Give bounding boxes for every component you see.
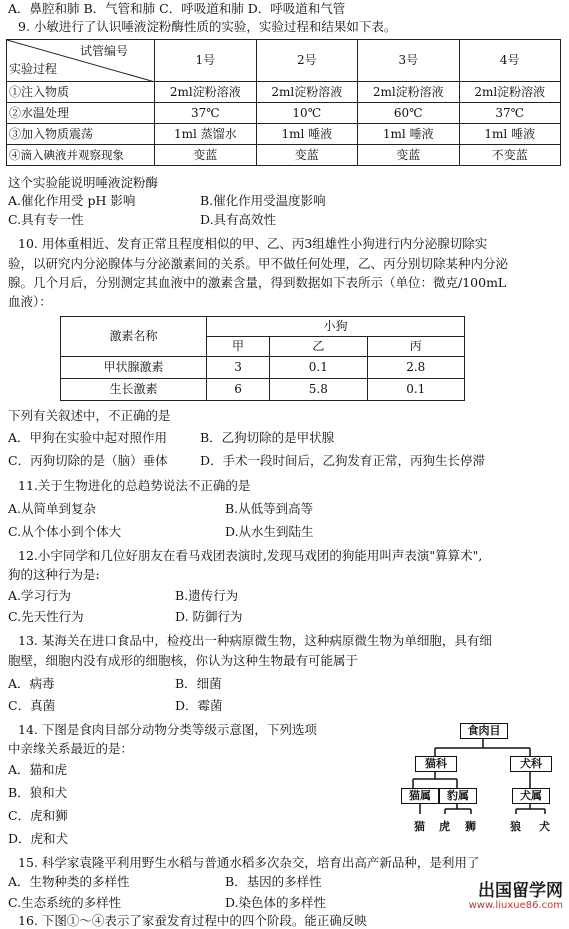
q10-cell: 0.1 xyxy=(367,379,464,401)
tree-node-felidae: 猫科 xyxy=(415,756,457,772)
q9-cell: 不变蓝 xyxy=(459,145,561,166)
q9-cell: 2ml淀粉溶液 xyxy=(459,82,561,103)
q10-option-b: B．乙狗切除的是甲状腺 xyxy=(200,430,335,445)
site-watermark xyxy=(469,882,563,911)
q14-option-b: B．狼和犬 xyxy=(8,785,68,800)
q9-table xyxy=(6,39,561,166)
q9-stem: 9. 小敏进行了认识唾液淀粉酶性质的实验，实验过程和结果如下表。 xyxy=(18,19,397,34)
q10-cell: 2.8 xyxy=(367,357,464,379)
q10-table xyxy=(60,316,465,401)
q10-dog-yi: 乙 xyxy=(270,337,367,357)
q9-cell: 2ml淀粉溶液 xyxy=(155,82,256,103)
carnivora-classification-diagram xyxy=(405,722,565,840)
q10-line-1: 10. 用体重相近、发育正常且程度相似的甲、乙、丙3组雄性小狗进行内分泌腺切除实 xyxy=(18,236,488,251)
q9-tube-2: 2号 xyxy=(256,40,357,82)
q10-row-label: 甲状腺激素 xyxy=(61,357,207,379)
q12-line-2: 狗的这种行为是: xyxy=(8,567,100,582)
q9-cell: 60℃ xyxy=(358,103,459,124)
q10-line-2: 验，以研究内分泌腺体与分泌激素间的关系。甲不做任何处理，乙、丙分别切除某种内分泌 xyxy=(8,256,509,271)
q10-row-label: 生长激素 xyxy=(61,379,207,401)
q10-option-d: D．手术一段时间后，乙狗发育正常，丙狗生长停滞 xyxy=(200,453,486,468)
q9-cell: 37℃ xyxy=(459,103,561,124)
prev-question-options: A．鼻腔和肺 B．气管和肺 C．呼吸道和肺 D．呼吸道和气管 xyxy=(8,1,346,16)
q10-cell: 5.8 xyxy=(270,379,367,401)
q15-option-d: D.染色体的多样性 xyxy=(225,895,327,910)
q10-header-name: 激素名称 xyxy=(61,317,207,357)
tree-leaf-tiger: 虎 xyxy=(439,820,450,833)
q15-option-c: C.生态系统的多样性 xyxy=(8,895,122,910)
q9-cell: 1ml 唾液 xyxy=(256,124,357,145)
q14-line-1: 14. 下图是食肉目部分动物分类等级示意图，下列选项 xyxy=(18,722,317,737)
q9-tube-3: 3号 xyxy=(358,40,459,82)
q9-tube-4: 4号 xyxy=(459,40,561,82)
q14-option-c: C．虎和狮 xyxy=(8,808,68,823)
q14-line-2: 中亲缘关系最近的是： xyxy=(8,741,134,756)
q12-option-b: B.遗传行为 xyxy=(175,588,239,603)
q10-header-dog: 小狗 xyxy=(207,317,465,337)
tree-node-canis: 犬属 xyxy=(512,788,550,804)
q11-stem: 11.关于生物进化的总趋势说法不正确的是 xyxy=(18,478,251,493)
q10-option-c: C．丙狗切除的是（脑）垂体 xyxy=(8,453,168,468)
q9-row-label: ③加入物质震荡 xyxy=(7,124,155,145)
q10-cell: 0.1 xyxy=(270,357,367,379)
q14-option-a: A．猫和虎 xyxy=(8,762,68,777)
q10-dog-bing: 丙 xyxy=(367,337,464,357)
q9-row-label: ④滴入碘液并观察现象 xyxy=(7,145,155,166)
q12-line-1: 12.小宇同学和几位好朋友在看马戏团表演时,发现马戏团的狗能用叫声表演"算算术", xyxy=(18,548,483,563)
q15-option-b: B．基因的多样性 xyxy=(225,874,322,889)
q9-header-diagonal-cell xyxy=(7,40,155,82)
q9-option-c: C.具有专一性 xyxy=(8,212,84,227)
q9-option-a: A.催化作用受 pH 影响 xyxy=(8,193,136,208)
q10-option-a: A．甲狗在实验中起对照作用 xyxy=(8,430,168,445)
q15-option-a: A．生物种类的多样性 xyxy=(8,874,130,889)
q9-cell: 变蓝 xyxy=(358,145,459,166)
q12-option-a: A.学习行为 xyxy=(8,588,72,603)
q10-line-3: 腺。几个月后，分别测定其血液中的激素含量，得到数据如下表所示（单位：微克/100mL xyxy=(8,275,507,290)
q13-option-d: D．霉菌 xyxy=(175,698,223,713)
q9-conclusion: 这个实验能说明唾液淀粉酶 xyxy=(8,175,159,190)
q10-line-4: 血液）： xyxy=(8,294,52,309)
q9-option-b: B.催化作用受温度影响 xyxy=(200,193,326,208)
q9-cell: 1ml 唾液 xyxy=(459,124,561,145)
q13-line-1: 13. 某海关在进口食品中，检疫出一种病原微生物，这种病原微生物为单细胞，具有细 xyxy=(18,633,492,648)
q12-option-c: C.先天性行为 xyxy=(8,609,84,624)
q9-row-label: ②水温处理 xyxy=(7,103,155,124)
q10-ask: 下列有关叙述中，不正确的是 xyxy=(8,408,171,423)
q9-cell: 1ml 唾液 xyxy=(358,124,459,145)
q14-option-d: D．虎和犬 xyxy=(8,831,69,846)
q9-cell: 10℃ xyxy=(256,103,357,124)
q9-cell: 1ml 蒸馏水 xyxy=(155,124,256,145)
q11-option-b: B.从低等到高等 xyxy=(225,501,314,516)
q9-cell: 2ml淀粉溶液 xyxy=(358,82,459,103)
tree-node-panthera: 豹属 xyxy=(439,788,477,804)
q13-line-2: 胞壁，细胞内没有成形的细胞核，你认为这种生物最有可能属于 xyxy=(8,653,359,668)
q9-row-label: ①注入物质 xyxy=(7,82,155,103)
q11-option-c: C.从个体小到个体大 xyxy=(8,524,122,539)
q12-option-d: D. 防御行为 xyxy=(175,609,243,624)
tree-leaf-dog: 犬 xyxy=(539,820,550,833)
q9-option-d: D.具有高效性 xyxy=(200,212,277,227)
q15-line-1: 15. 科学家袁隆平利用野生水稻与普通水稻多次杂交，培育出高产新品种，是利用了 xyxy=(18,855,480,870)
q16-line-1: 16. 下图①～④表示了家蚕发育过程中的四个阶段。能正确反映 xyxy=(18,913,367,928)
q9-header-tube: 试管编号 xyxy=(80,44,129,58)
q10-cell: 6 xyxy=(207,379,270,401)
tree-node-felis: 猫属 xyxy=(401,788,439,804)
q13-option-c: C．真菌 xyxy=(8,698,56,713)
q11-option-a: A.从简单到复杂 xyxy=(8,501,97,516)
q9-cell: 2ml淀粉溶液 xyxy=(256,82,357,103)
q11-option-d: D.从水生到陆生 xyxy=(225,524,314,539)
q9-cell: 变蓝 xyxy=(256,145,357,166)
q10-dog-jia: 甲 xyxy=(207,337,270,357)
tree-leaf-wolf: 狼 xyxy=(510,820,521,833)
tree-leaf-cat: 猫 xyxy=(414,820,425,833)
q9-cell: 37℃ xyxy=(155,103,256,124)
q9-header-process: 实验过程 xyxy=(9,62,58,76)
q9-tube-1: 1号 xyxy=(155,40,256,82)
tree-leaf-lion: 狮 xyxy=(465,820,476,833)
site-logo-text: 出国留学网 xyxy=(478,881,563,901)
tree-node-carnivora: 食肉目 xyxy=(460,723,508,739)
site-url: www.liuxue86.com xyxy=(468,900,563,911)
q9-cell: 变蓝 xyxy=(155,145,256,166)
q13-option-a: A．病毒 xyxy=(8,676,55,691)
q13-option-b: B．细菌 xyxy=(175,676,222,691)
tree-node-canidae: 犬科 xyxy=(510,756,552,772)
q10-cell: 3 xyxy=(207,357,270,379)
